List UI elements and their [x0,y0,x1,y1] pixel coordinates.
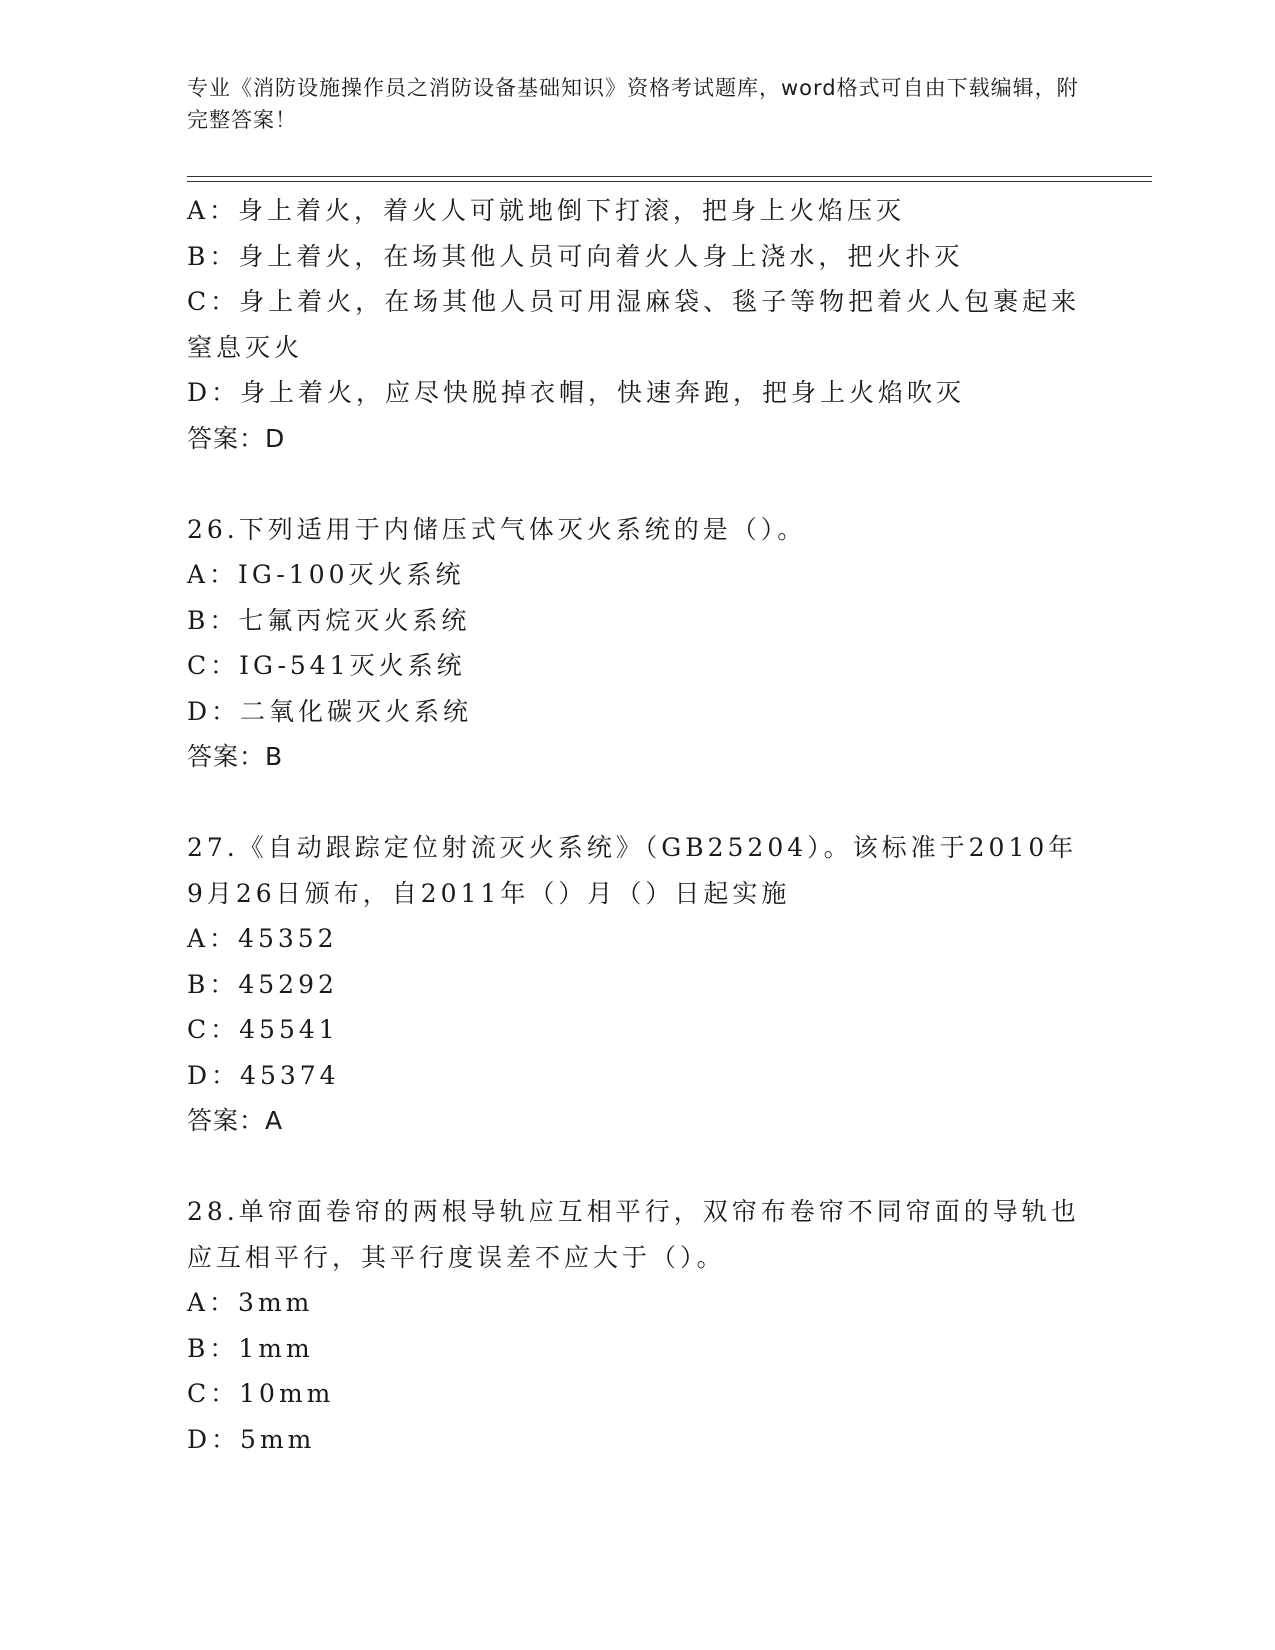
option-b: B：45292 [187,969,338,999]
question-block-27 [187,825,1087,1144]
answer-line: 答案：A [187,1106,284,1135]
answer-line: 答案：D [187,423,286,453]
spacer [187,780,1087,826]
option-d: D：二氧化碳灭火系统 [187,696,473,726]
option-b: B：身上着火，在场其他人员可向着火人身上浇水，把火扑灭 [187,241,964,271]
question-block-25 [187,188,1087,461]
question-stem: 28.单帘面卷帘的两根导轨应互相平行，双帘布卷帘不同帘面的导轨也应互相平行，其平行度误差不应大于（）。 [187,1197,1080,1272]
spacer [187,1144,1087,1190]
option-a: A：3mm [187,1288,314,1317]
option-b: B：七氟丙烷灭火系统 [187,605,471,635]
option-c: C：身上着火，在场其他人员可用湿麻袋、毯子等物把着火人包裹起来窒息灭火 [187,287,1081,362]
question-list [187,188,1087,1462]
option-d: D：身上着火，应尽快脱掉衣帽，快速奔跑，把身上火焰吹灭 [187,378,966,407]
answer-line: 答案：B [187,742,284,771]
option-a: A：IG-100灭火系统 [187,560,465,589]
option-d: D：5mm [187,1424,316,1454]
header-divider-thick [187,176,1152,177]
option-c: C：10mm [187,1379,335,1408]
document-header [187,72,1087,136]
option-d: D：45374 [187,1060,340,1090]
spacer [187,461,1087,507]
option-c: C：IG-541灭火系统 [187,651,466,680]
option-a: A：身上着火，着火人可就地倒下打滚，把身上火焰压灭 [187,196,906,225]
option-a: A：45352 [187,924,338,953]
header-divider-thin [187,181,1152,182]
question-block-28 [187,1189,1087,1462]
question-stem: 27.《自动跟踪定位射流灭火系统》（GB25204）。该标准于2010年9月26日颁布，自2011年（）月（）日起实施 [187,833,1078,908]
option-b: B：1mm [187,1333,314,1363]
header-text: 专业《消防设施操作员之消防设备基础知识》资格考试题库，word格式可自由下载编辑，附完整答案！ [187,76,1079,132]
question-stem: 26.下列适用于内储压式气体灭火系统的是（）。 [187,514,807,544]
option-c: C：45541 [187,1015,339,1044]
question-block-26 [187,507,1087,780]
